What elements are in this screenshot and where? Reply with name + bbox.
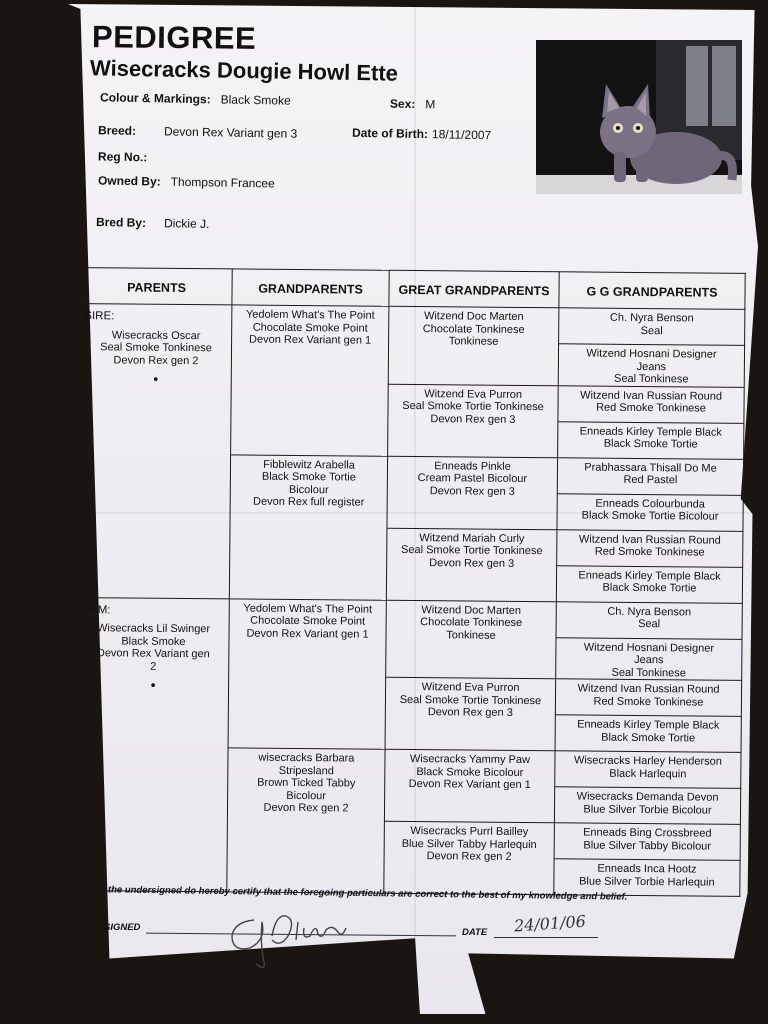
great-grandparent-4: Witzend Mariah Curly Seal Smoke Tortie Tonkinese Devon Rex gen 3 bbox=[386, 528, 557, 601]
kitten-photo-icon bbox=[536, 40, 742, 194]
bred-field bbox=[96, 215, 210, 231]
header-great-grandparents: GREAT GRANDPARENTS bbox=[389, 270, 559, 307]
cat-name: Wisecracks Dougie Howl Ette bbox=[89, 55, 399, 86]
gg-grandparent-3: Witzend Ivan Russian Round Red Smoke Tonkinese bbox=[558, 385, 744, 423]
great-grandparent-6: Witzend Eva Purron Seal Smoke Tortie Tonkinese Devon Rex gen 3 bbox=[385, 677, 556, 750]
kitten-photo bbox=[536, 40, 742, 194]
grandparent-1: Yedolem What's The Point Chocolate Smoke Point Devon Rex Variant gen 1 bbox=[231, 305, 389, 456]
owned-value: Thompson Francee bbox=[170, 174, 275, 191]
reg-field bbox=[98, 149, 158, 164]
table-row bbox=[81, 304, 745, 346]
sex-value: M bbox=[425, 97, 436, 112]
bred-value: Dickie J. bbox=[163, 216, 210, 231]
pedigree-table bbox=[75, 267, 745, 897]
gg-grandparent-6: Enneads Colourbunda Black Smoke Tortie Bicolour bbox=[557, 493, 743, 531]
table-header-row bbox=[81, 268, 745, 310]
header-gg-grandparents: G G GRANDPARENTS bbox=[559, 272, 745, 310]
breed-label: Breed: bbox=[97, 123, 137, 138]
gg-grandparent-4: Enneads Kirley Temple Black Black Smoke Tortie bbox=[558, 421, 744, 459]
dob-label: Date of Birth: bbox=[351, 125, 429, 142]
gg-grandparent-12: Enneads Kirley Temple Black Black Smoke Tortie bbox=[555, 715, 741, 753]
bred-label: Bred By: bbox=[95, 215, 147, 230]
gg-grandparent-16: Enneads Inca Hootz Blue Silver Torbie Harlequin bbox=[554, 859, 740, 897]
sire-name: Wisecracks Oscar Seal Smoke Tonkinese Devon Rex gen 2 bbox=[100, 328, 212, 367]
owned-label: Owned By: bbox=[97, 173, 161, 189]
gg-grandparent-8: Enneads Kirley Temple Black Black Smoke Tortie bbox=[556, 565, 742, 603]
dam-name: Wisecracks Lil Swinger Black Smoke Devon Rex Variant gen 2 bbox=[96, 622, 211, 673]
header-grandparents: GRANDPARENTS bbox=[232, 269, 389, 306]
great-grandparent-1: Witzend Doc Marten Chocolate Tonkinese Tonkinese bbox=[388, 306, 559, 385]
date-label: DATE bbox=[462, 927, 488, 938]
certification-text: I, the undersigned do hereby certify that the foregoing particulars are correct to the best of my knowledge and belief. bbox=[99, 884, 628, 903]
reg-label: Reg No.: bbox=[97, 149, 148, 165]
grandparent-2: Fibblewitz Arabella Black Smoke Tortie Bicolour Devon Rex full register bbox=[229, 454, 387, 599]
dob-value: 18/11/2007 bbox=[431, 127, 492, 143]
colour-label: Colour & Markings: bbox=[99, 90, 211, 107]
gg-grandparent-11: Witzend Ivan Russian Round Red Smoke Tonkinese bbox=[555, 679, 741, 717]
great-grandparent-5: Witzend Doc Marten Chocolate Tonkinese Tonkinese bbox=[386, 600, 557, 679]
sire-label: SIRE: bbox=[84, 310, 115, 323]
gg-grandparent-5: Prabhassara Thisall Do Me Red Pastel bbox=[557, 457, 743, 495]
great-grandparent-3: Enneads Pinkle Cream Pastel Bicolour Devon Rex gen 3 bbox=[387, 456, 558, 529]
grandparent-4: wisecracks Barbara Stripesland Brown Ticked Tabby Bicolour Devon Rex gen 2 bbox=[227, 748, 385, 893]
signed-date: 24/01/06 bbox=[513, 911, 587, 936]
colour-value: Black Smoke bbox=[220, 92, 291, 108]
gg-grandparent-13: Wisecracks Harley Henderson Black Harlequin bbox=[555, 751, 741, 789]
great-grandparent-8: Wisecracks Purrl Bailley Blue Silver Tabby Harlequin Devon Rex gen 2 bbox=[384, 821, 555, 894]
sex-field bbox=[390, 97, 436, 112]
document-title: PEDIGREE bbox=[91, 19, 257, 56]
great-grandparent-7: Wisecracks Yammy Paw Black Smoke Bicolour Devon Rex Variant gen 1 bbox=[384, 749, 555, 822]
great-grandparent-2: Witzend Eva Purron Seal Smoke Tortie Tonkinese Devon Rex gen 3 bbox=[388, 384, 559, 457]
gg-grandparent-2: Witzend Hosnani Designer Jeans Seal Tonkinese bbox=[558, 344, 744, 387]
gg-grandparent-1: Ch. Nyra Benson Seal bbox=[559, 308, 745, 346]
gg-grandparent-10: Witzend Hosnani Designer Jeans Seal Tonkinese bbox=[556, 637, 742, 680]
gg-grandparent-9: Ch. Nyra Benson Seal bbox=[556, 601, 742, 639]
gg-grandparent-14: Wisecracks Demanda Devon Blue Silver Torbie Bicolour bbox=[554, 787, 740, 825]
gg-grandparent-15: Enneads Bing Crossbreed Blue Silver Tabby Bicolour bbox=[554, 823, 740, 861]
dam-cell: DAM: Wisecracks Lil Swinger Black Smoke Devon Rex Variant gen 2 • bbox=[76, 597, 230, 892]
signed-label: SIGNED bbox=[104, 922, 141, 933]
signature-icon bbox=[226, 900, 356, 970]
sire-cell: SIRE: Wisecracks Oscar Seal Smoke Tonkinese Devon Rex gen 2 • bbox=[78, 304, 232, 599]
header-parents: PARENTS bbox=[81, 268, 232, 305]
dam-label: DAM: bbox=[81, 603, 111, 616]
grandparent-3: Yedolem What's The Point Chocolate Smoke Point Devon Rex Variant gen 1 bbox=[228, 598, 386, 749]
date-line bbox=[494, 937, 598, 938]
dob-field bbox=[352, 126, 491, 142]
breed-value: Devon Rex Variant gen 3 bbox=[163, 124, 298, 141]
sex-label: Sex: bbox=[389, 96, 416, 112]
gg-grandparent-7: Witzend Ivan Russian Round Red Smoke Tonkinese bbox=[557, 529, 743, 567]
table-row bbox=[78, 597, 742, 639]
